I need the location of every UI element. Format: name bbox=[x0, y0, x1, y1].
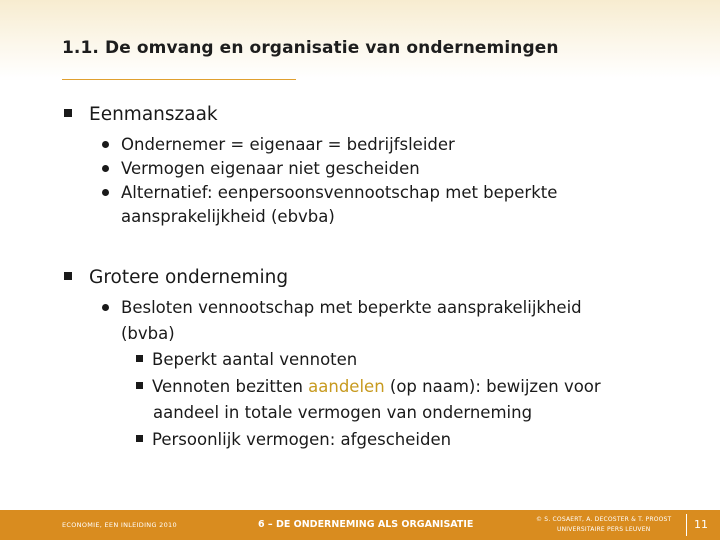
footer-bar bbox=[0, 510, 720, 540]
footer-divider bbox=[686, 514, 687, 536]
list-item-text: Alternatief: eenpersoonsvennootschap met beperkte bbox=[121, 183, 558, 202]
sub-list-item-text: Persoonlijk vermogen: afgescheiden bbox=[152, 430, 452, 449]
slide-title: 1.1. De omvang en organisatie van ondernemingen bbox=[62, 38, 559, 58]
section-heading-eenmanszaak bbox=[64, 104, 218, 125]
square-bullet-icon bbox=[136, 355, 143, 362]
sub-list-item-text: Vennoten bezitten bbox=[152, 377, 309, 396]
round-bullet-icon bbox=[102, 165, 109, 172]
sub-list-item bbox=[136, 427, 451, 453]
sub-list-item bbox=[136, 374, 601, 400]
footer-course-label: ECONOMIE, EEN INLEIDING 2010 bbox=[62, 521, 177, 529]
square-bullet-icon bbox=[64, 272, 72, 280]
square-bullet-icon bbox=[136, 382, 143, 389]
square-bullet-icon bbox=[136, 435, 143, 442]
page-number: 11 bbox=[694, 518, 708, 531]
title-underline bbox=[62, 79, 296, 80]
footer-copyright bbox=[536, 515, 671, 535]
footer-copyright-line1: © S. COSAERT, A. DECOSTER & T. PROOST bbox=[536, 516, 672, 523]
list-item-text: Vermogen eigenaar niet gescheiden bbox=[121, 159, 420, 178]
sub-list-item bbox=[136, 347, 357, 373]
sub-list-item-continuation bbox=[153, 400, 532, 426]
sub-list-item-text: (op naam): bewijzen voor bbox=[384, 377, 601, 396]
section-heading-text: Eenmanszaak bbox=[89, 104, 218, 125]
list-item-text: aansprakelijkheid (ebvba) bbox=[121, 207, 335, 226]
list-item-text: Besloten vennootschap met beperkte aansprakelijkheid bbox=[121, 298, 582, 317]
round-bullet-icon bbox=[102, 141, 109, 148]
list-item-text: Ondernemer = eigenaar = bedrijfsleider bbox=[121, 135, 455, 154]
sub-list-item-text: Beperkt aantal vennoten bbox=[152, 350, 358, 369]
list-item-text: (bvba) bbox=[121, 324, 175, 343]
square-bullet-icon bbox=[64, 109, 72, 117]
footer-copyright-line2: UNIVERSITAIRE PERS LEUVEN bbox=[556, 526, 651, 533]
round-bullet-icon bbox=[102, 304, 109, 311]
section-heading-grotere-onderneming bbox=[64, 267, 288, 288]
round-bullet-icon bbox=[102, 189, 109, 196]
section-heading-text: Grotere onderneming bbox=[89, 267, 289, 288]
sub-list-item-text: aandeel in totale vermogen van onderneming bbox=[153, 403, 533, 422]
highlighted-term: aandelen bbox=[308, 377, 385, 396]
footer-chapter-title: 6 – DE ONDERNEMING ALS ORGANISATIE bbox=[258, 519, 474, 530]
